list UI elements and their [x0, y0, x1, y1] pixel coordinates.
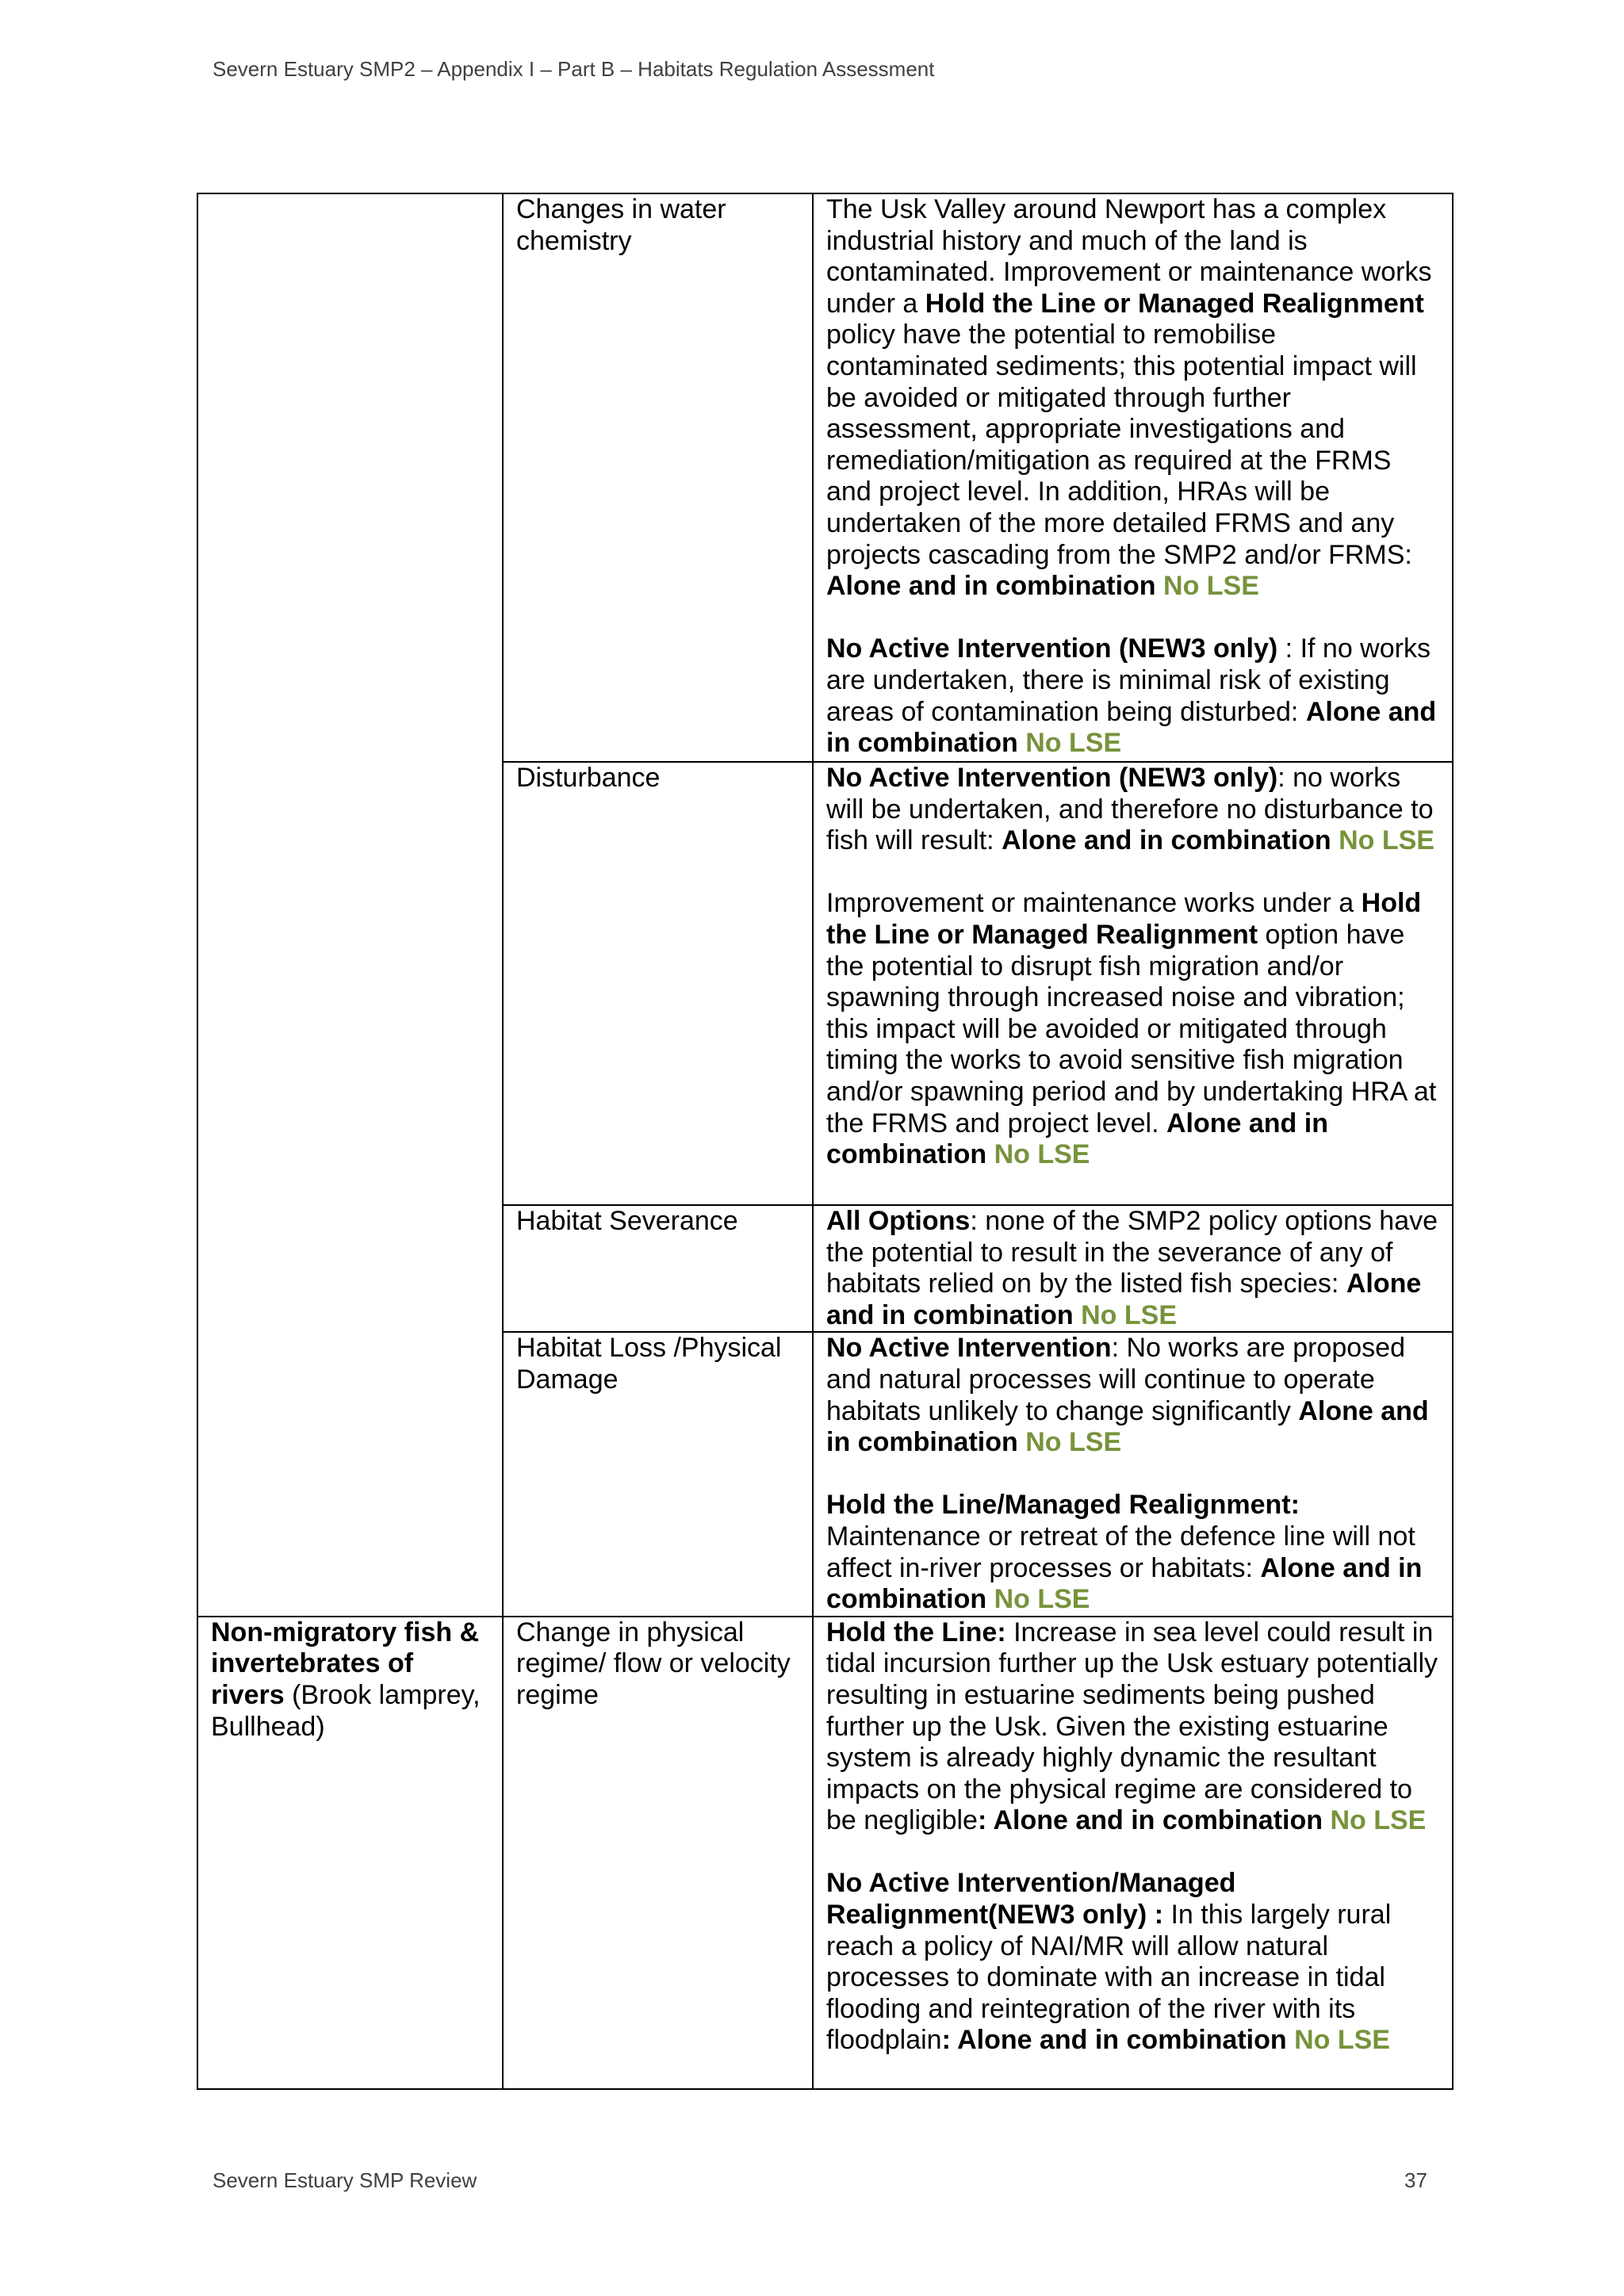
page-footer: Severn Estuary SMP Review: [213, 2168, 477, 2192]
assessment-paragraph: All Options: none of the SMP2 policy options have the potential to result in the severance of any of habitats relied on by the listed fish species: Alone and in combination No LSE: [826, 1206, 1438, 1330]
assessment-paragraph: No Active Intervention (NEW3 only) : If no works are undertaken, there is minimal risk of existing areas of contamination being disturbed: Alone and in combination No LSE: [826, 633, 1437, 759]
table-row: [197, 1617, 1453, 2089]
conclusion-label: No LSE: [1025, 1427, 1122, 1458]
impact-cell: Habitat Loss /Physical Damage: [503, 1332, 813, 1616]
impact-cell: Habitat Severance: [503, 1205, 813, 1332]
assessment-paragraph: The Usk Valley around Newport has a complex industrial history and much of the land is contaminated. Improvement or maintenance works under a Hold the Line or Managed Realignment policy have the potential to remobilise contaminated sediments; this potential impact will be avoided or mitigated through further assessment, appropriate investigations and remediation/mitigation as required at the FRMS and project level. In addition, HRAs will be undertaken of the more detailed FRMS and any projects cascading from the SMP2 and/or FRMS: Alone and in combination No LSE: [826, 194, 1432, 602]
assessment-table: [197, 193, 1454, 2090]
assessment-paragraph: Improvement or maintenance works under a Hold the Line or Managed Realignment option have the potential to disrupt fish migration and/or spawning through increased noise and vibration; this impact will be avoided or mitigated through timing the works to avoid sensitive fish migration and/or spawning period and by undertaking HRA at the FRMS and project level. Alone and in combination No LSE: [826, 888, 1437, 1170]
receptor-cell: Non-migratory fish & invertebrates of rivers (Brook lamprey, Bullhead): [197, 1617, 503, 2089]
assessment-cell: [813, 1617, 1453, 2089]
assessment-paragraph: No Active Intervention/Managed Realignment(NEW3 only) : In this largely rural reach a policy of NAI/MR will allow natural processes to dominate with an increase in tidal flooding and reintegration of the river with its floodplain: Alone and in combination No LSE: [826, 1868, 1392, 2056]
assessment-paragraph: Hold the Line: Increase in sea level could result in tidal incursion further up the Usk estuary potentially resulting in estuarine sediments being pushed further up the Usk. Given the existing estuarine system is already highly dynamic the resultant impacts on the physical regime are considered to be negligible: Alone and in combination No LSE: [826, 1617, 1438, 1836]
conclusion-label: No LSE: [1339, 825, 1434, 856]
assessment-cell: [813, 1332, 1453, 1616]
conclusion-label: No LSE: [994, 1139, 1090, 1170]
assessment-cell: [813, 1205, 1453, 1332]
assessment-paragraph: No Active Intervention: No works are proposed and natural processes will continue to operate habitats unlikely to change significantly Alone and in combination No LSE: [826, 1333, 1429, 1458]
conclusion-label: No LSE: [1163, 571, 1259, 602]
conclusion-label: No LSE: [1294, 2025, 1390, 2056]
assessment-paragraph: Hold the Line/Managed Realignment: Maintenance or retreat of the defence line will not affect in-river processes or habitats: Alone and in combination No LSE: [826, 1490, 1423, 1615]
impact-cell: Change in physical regime/ flow or velocity regime: [503, 1617, 813, 2089]
impact-cell: Changes in water chemistry: [503, 193, 813, 762]
conclusion-label: No LSE: [1330, 1805, 1427, 1836]
page-header: Severn Estuary SMP2 – Appendix I – Part B – Habitats Regulation Assessment: [213, 57, 935, 81]
receptor-cell: [197, 193, 503, 1617]
conclusion-label: No LSE: [1081, 1299, 1178, 1330]
conclusion-label: No LSE: [1025, 728, 1122, 759]
table-row: [197, 193, 1453, 762]
impact-cell: Disturbance: [503, 762, 813, 1205]
assessment-paragraph: No Active Intervention (NEW3 only): no works will be undertaken, and therefore no disturbance to fish will result: Alone and in combination No LSE: [826, 763, 1434, 856]
conclusion-label: No LSE: [994, 1584, 1090, 1615]
assessment-cell: [813, 762, 1453, 1205]
assessment-cell: [813, 193, 1453, 762]
page-number: 37: [1404, 2168, 1427, 2192]
